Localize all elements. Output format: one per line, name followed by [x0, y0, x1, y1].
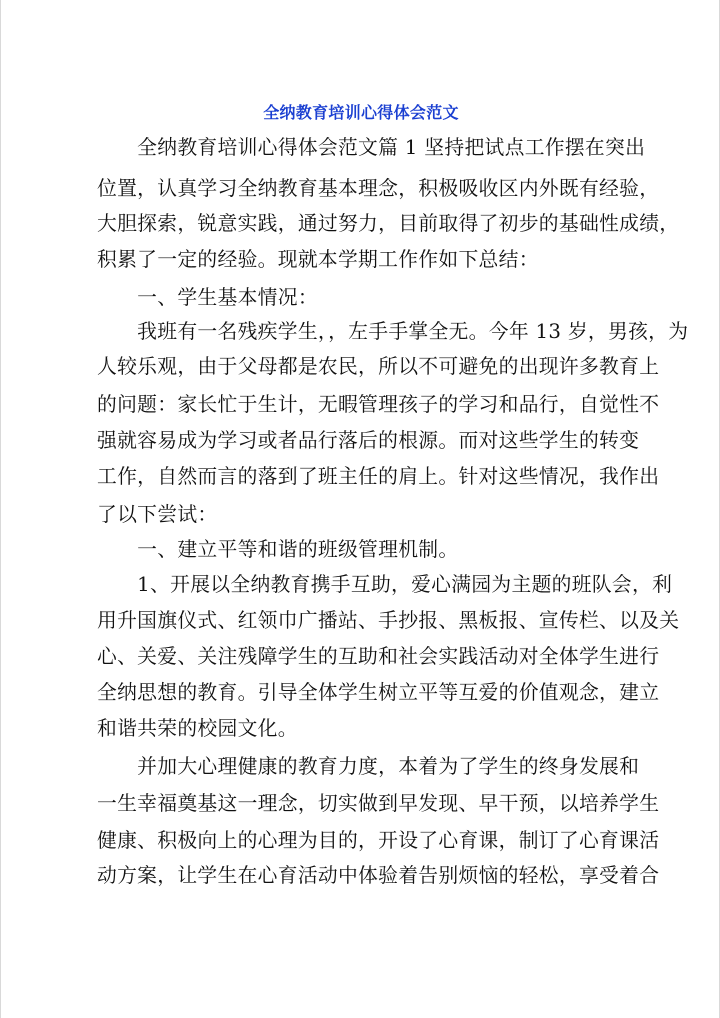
body-line: 的问题：家长忙于生计，无暇管理孩子的学习和品行，自觉性不 — [97, 393, 660, 416]
body-line: 动方案，让学生在心育活动中体验着告别烦恼的轻松，享受着合 — [97, 864, 660, 887]
body-line: 积累了一定的经验。现就本学期工作作如下总结： — [97, 248, 539, 271]
body-line: 大胆探索，锐意实践，通过努力，目前取得了初步的基础性成绩， — [97, 212, 680, 235]
body-line: 并加大心理健康的教育力度，本着为了学生的终身发展和 — [97, 755, 640, 778]
body-line: 全纳教育培训心得体会范文篇 1 坚持把试点工作摆在突出 — [97, 136, 646, 159]
body-line: 我班有一名残疾学生，，左手手掌全无。今年 13 岁，男孩，为 — [97, 320, 689, 343]
body-line: 1、开展以全纳教育携手互助，爱心满园为主题的班队会，利 — [97, 573, 673, 596]
body-line: 一生幸福奠基这一理念，切实做到早发现、早干预，以培养学生 — [97, 792, 660, 815]
body-line: 用升国旗仪式、红领巾广播站、手抄报、黑板报、宣传栏、以及关 — [97, 609, 680, 632]
body-line: 了以下尝试： — [97, 503, 218, 526]
document-title: 全纳教育培训心得体会范文 — [263, 103, 459, 122]
body-line: 强就容易成为学习或者品行落后的根源。而对这些学生的转变 — [97, 429, 640, 452]
body-line: 和谐共荣的校园文化。 — [97, 717, 298, 740]
body-line: 位置，认真学习全纳教育基本理念，积极吸收区内外既有经验， — [97, 177, 660, 200]
body-line: 人较乐观，由于父母都是农民，所以不可避免的出现许多教育上 — [97, 355, 660, 378]
body-line: 心、关爱、关注残障学生的互助和社会实践活动对全体学生进行 — [97, 645, 660, 668]
section-heading: 一、学生基本情况： — [97, 286, 318, 309]
body-line: 健康、积极向上的心理为目的，开设了心育课，制订了心育课活 — [97, 829, 660, 852]
body-line: 全纳思想的教育。引导全体学生树立平等互爱的价值观念，建立 — [97, 681, 660, 704]
section-heading: 一、建立平等和谐的班级管理机制。 — [97, 538, 459, 561]
body-line: 工作，自然而言的落到了班主任的肩上。针对这些情况，我作出 — [97, 465, 660, 488]
